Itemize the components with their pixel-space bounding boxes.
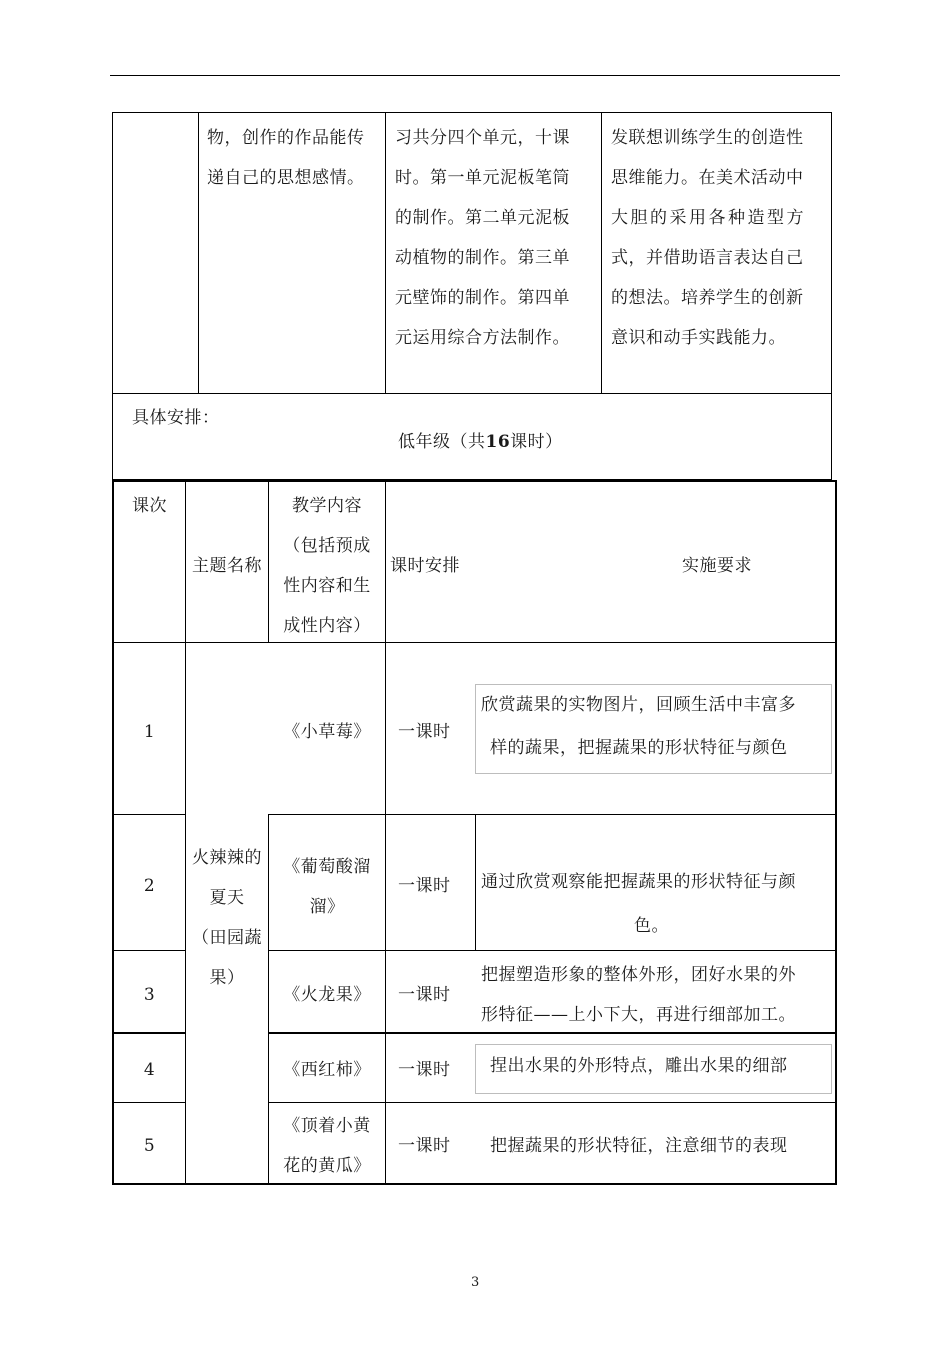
grade-heading-prefix: 低年级（共 xyxy=(398,432,486,452)
row-requirement-line: 形特征——上小下大，再进行细部加工。 xyxy=(481,1005,796,1025)
top-table-divider-1 xyxy=(198,112,199,393)
header-theme: 主题名称 xyxy=(192,556,262,576)
row-hours: 一课时 xyxy=(398,722,451,742)
goal-text-line: 物，创作的作品能传 xyxy=(207,128,365,148)
top-table-border-left xyxy=(112,112,113,480)
grade-heading xyxy=(398,422,563,462)
header-content-line: 性内容和生 xyxy=(283,576,371,596)
header-content-line: （包括预成 xyxy=(283,536,371,556)
schedule-row-divider-4b xyxy=(268,1102,837,1103)
schedule-border-top xyxy=(112,480,837,482)
row-content-line: 溜》 xyxy=(309,897,345,917)
row-content: 《火龙果》 xyxy=(283,985,371,1005)
top-table-row-divider xyxy=(112,393,832,394)
schedule-row-divider-2a xyxy=(112,950,185,951)
ability-text-line: 的想法。培养学生的创新 xyxy=(611,288,804,308)
schedule-divider-content xyxy=(385,480,386,1185)
theme-line: 夏天 xyxy=(209,888,245,908)
row-number: 2 xyxy=(143,876,156,896)
arrangement-label: 具体安排： xyxy=(132,408,220,428)
schedule-row-divider-1b xyxy=(268,814,837,815)
units-text-line: 动植物的制作。第三单 xyxy=(395,248,570,268)
units-text-line: 习共分四个单元，十课 xyxy=(395,128,570,148)
ability-text-line: 式，并借助语言表达自己 xyxy=(611,248,804,268)
top-table-border-top xyxy=(112,112,832,113)
units-text-line: 时。第一单元泥板笔筒 xyxy=(395,168,570,188)
schedule-row-divider-header xyxy=(112,642,837,643)
ability-text-line: 发联想训练学生的创造性 xyxy=(611,128,804,148)
units-text-line: 元壁饰的制作。第四单 xyxy=(395,288,570,308)
row-hours: 一课时 xyxy=(398,1060,451,1080)
header-content-line: 成性内容） xyxy=(283,616,371,636)
grade-heading-count: 16 xyxy=(485,432,511,452)
theme-line: 果） xyxy=(209,968,245,988)
row-requirement-line: 把握蔬果的形状特征，注意细节的表现 xyxy=(490,1136,788,1156)
row-requirement-line: 通过欣赏观察能把握蔬果的形状特征与颜 xyxy=(481,872,796,892)
schedule-border-bottom xyxy=(112,1183,837,1185)
header-requirements: 实施要求 xyxy=(682,556,752,576)
units-text-line: 元运用综合方法制作。 xyxy=(395,328,570,348)
row-content-line: 花的黄瓜》 xyxy=(283,1156,371,1176)
row-content: 《西红柿》 xyxy=(283,1060,371,1080)
row-number: 5 xyxy=(143,1136,156,1156)
ability-text-line: 大胆的采用各种造型方 xyxy=(611,208,806,228)
schedule-row-divider-2b xyxy=(268,950,837,951)
row-number: 4 xyxy=(143,1060,156,1080)
schedule-row-divider-3a xyxy=(112,1032,185,1034)
row-number: 1 xyxy=(143,722,156,742)
top-table-divider-2 xyxy=(385,112,386,393)
row-requirement-line: 样的蔬果，把握蔬果的形状特征与颜色 xyxy=(490,738,788,758)
header-content-line: 教学内容 xyxy=(292,496,362,516)
row-hours: 一课时 xyxy=(398,876,451,896)
ability-text-line: 思维能力。在美术活动中 xyxy=(611,168,804,188)
theme-line: （田园蔬 xyxy=(192,928,262,948)
row-requirement-line: 欣赏蔬果的实物图片，回顾生活中丰富多 xyxy=(481,695,796,715)
header-hours: 课时安排 xyxy=(390,556,460,576)
schedule-divider-hours-row2 xyxy=(475,815,476,950)
row-content-line: 《顶着小黄 xyxy=(283,1116,371,1136)
goal-text-line: 递自己的思想感情。 xyxy=(207,168,365,188)
schedule-row-divider-4a xyxy=(112,1102,185,1103)
page-number: 3 xyxy=(471,1275,480,1290)
row-hours: 一课时 xyxy=(398,985,451,1005)
units-text-line: 的制作。第二单元泥板 xyxy=(395,208,570,228)
header-session: 课次 xyxy=(132,496,167,516)
top-table-border-right xyxy=(831,112,832,480)
header-rule xyxy=(110,75,840,76)
row-number: 3 xyxy=(143,985,156,1005)
row-requirement-line: 捏出水果的外形特点，雕出水果的细部 xyxy=(490,1056,788,1076)
row-requirement-line: 色。 xyxy=(634,916,669,936)
row-requirement-line: 把握塑造形象的整体外形，团好水果的外 xyxy=(481,965,796,985)
schedule-border-right xyxy=(835,480,837,1185)
theme-line: 火辣辣的 xyxy=(192,848,262,868)
row-hours: 一课时 xyxy=(398,1136,451,1156)
ability-text-line: 意识和动手实践能力。 xyxy=(611,328,786,348)
schedule-row-divider-1a xyxy=(112,814,185,815)
row-content-line: 《葡萄酸溜 xyxy=(283,857,371,877)
row-content: 《小草莓》 xyxy=(283,722,371,742)
top-table-divider-3 xyxy=(601,112,602,393)
grade-heading-suffix: 课时） xyxy=(510,432,563,452)
